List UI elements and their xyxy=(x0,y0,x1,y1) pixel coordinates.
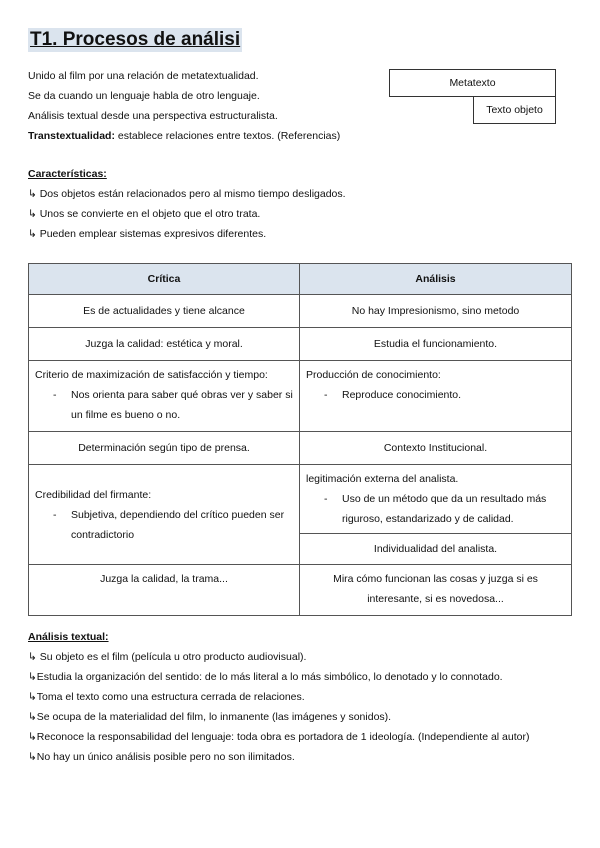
page-title: T1. Procesos de análisi xyxy=(30,29,241,50)
analisis-textual-section xyxy=(28,627,529,767)
transtextualidad-label: Transtextualidad: xyxy=(28,130,115,142)
list-item: ↳Estudia la organización del sentido: de lo más literal a lo más simbólico, lo denotado y lo connotado. xyxy=(28,671,503,683)
transtextualidad-line xyxy=(28,126,340,146)
table-header-row xyxy=(29,264,572,295)
table-cell: Contexto Institucional. xyxy=(300,432,572,465)
intro-line: Unido al film por una relación de metatextualidad. xyxy=(28,70,259,82)
caracteristicas-heading: Características: xyxy=(28,168,107,180)
table-cell xyxy=(300,361,572,432)
table-row xyxy=(29,565,572,616)
table-cell: Juzga la calidad, la trama... xyxy=(29,565,300,616)
table-cell xyxy=(29,361,300,432)
table-cell: Es de actualidades y tiene alcance xyxy=(29,295,300,328)
cell-sub-item: - Nos orienta para saber qué obras ver y saber si un filme es bueno o no. xyxy=(35,385,293,425)
header-critica: Crítica xyxy=(29,264,300,295)
cell-main: Producción de conocimiento: xyxy=(306,369,441,381)
header-analisis: Análisis xyxy=(300,264,572,295)
table-cell xyxy=(300,465,572,534)
intro-line: Análisis textual desde una perspectiva estructuralista. xyxy=(28,110,278,122)
list-item: ↳ Su objeto es el film (película u otro producto audiovisual). xyxy=(28,651,307,663)
transtextualidad-text: establece relaciones entre textos. (Referencias) xyxy=(114,130,341,142)
table-cell: Individualidad del analista. xyxy=(300,534,572,565)
table-row xyxy=(29,295,572,328)
table-cell: Mira cómo funcionan las cosas y juzga si es interesante, si es novedosa... xyxy=(300,565,572,616)
list-item: ↳ Unos se convierte en el objeto que el otro trata. xyxy=(28,208,261,220)
list-item: ↳ Dos objetos están relacionados pero al mismo tiempo desligados. xyxy=(28,188,346,200)
cell-sub-item: - Reproduce conocimiento. xyxy=(306,385,565,405)
table-cell: Determinación según tipo de prensa. xyxy=(29,432,300,465)
cell-main: legitimación externa del analista. xyxy=(306,473,459,485)
cell-main: Credibilidad del firmante: xyxy=(35,488,152,501)
list-item: ↳Reconoce la responsabilidad del lenguaje: toda obra es portadora de 1 ideología. (Independiente al autor) xyxy=(28,731,530,743)
table-row xyxy=(29,361,572,432)
texto-objeto-box: Texto objeto xyxy=(473,97,556,124)
list-item: ↳No hay un único análisis posible pero no son ilimitados. xyxy=(28,751,295,763)
list-item: ↳Toma el texto como una estructura cerrada de relaciones. xyxy=(28,691,305,703)
intro-line: Se da cuando un lenguaje habla de otro lenguaje. xyxy=(28,90,260,102)
list-item: ↳Se ocupa de la materialidad del film, lo inmanente (las imágenes y sonidos). xyxy=(28,711,392,723)
caracteristicas-section xyxy=(28,164,346,244)
table-row xyxy=(29,465,572,534)
analisis-heading: Análisis textual: xyxy=(28,631,109,643)
table-row xyxy=(29,328,572,361)
cell-sub-item: - Uso de un método que da un resultado más riguroso, estandarizado y de calidad. xyxy=(306,489,565,529)
table-cell: Juzga la calidad: estética y moral. xyxy=(29,328,300,361)
table-cell: No hay Impresionismo, sino metodo xyxy=(300,295,572,328)
list-item: ↳ Pueden emplear sistemas expresivos diferentes. xyxy=(28,228,267,240)
cell-main: Criterio de maximización de satisfacción y tiempo: xyxy=(35,369,268,381)
comparison-table xyxy=(28,263,572,616)
intro-block xyxy=(28,66,340,146)
table-cell: Estudia el funcionamiento. xyxy=(300,328,572,361)
cell-sub-item: - Subjetiva, dependiendo del crítico pueden ser contradictorio xyxy=(35,505,293,545)
table-cell xyxy=(29,465,300,565)
metatexto-box: Metatexto xyxy=(389,69,556,97)
table-row xyxy=(29,432,572,465)
